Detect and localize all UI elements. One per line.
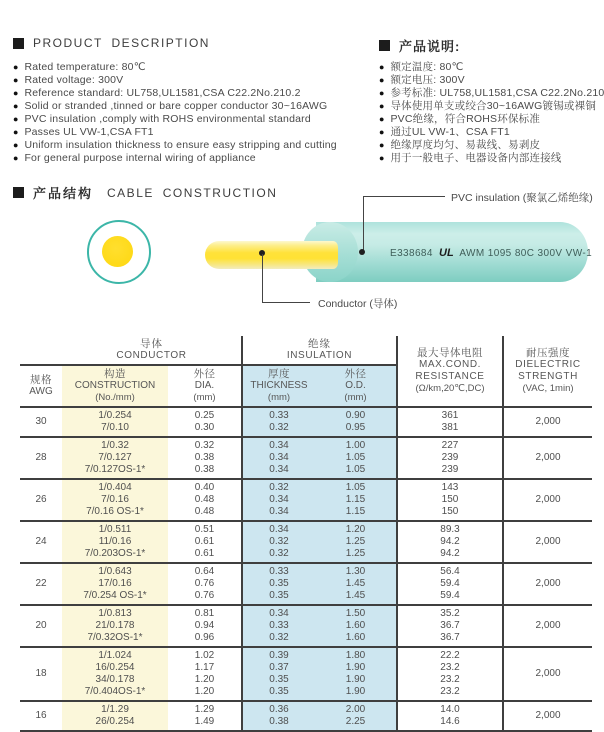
header-line: AWG xyxy=(29,386,53,397)
cell-line: 1.15 xyxy=(345,506,366,517)
cell-line: 34/0.178 xyxy=(95,674,135,685)
cell-dielectric: 2,000 xyxy=(503,605,592,647)
cell-line: 14.6 xyxy=(440,716,460,727)
cell-line: 0.48 xyxy=(194,506,215,517)
cell-construction xyxy=(62,479,168,521)
cell-line: 0.32 xyxy=(269,632,289,643)
cell-line: 0.38 xyxy=(194,452,215,463)
conductor-rod xyxy=(205,241,338,269)
cell-line: 0.76 xyxy=(194,578,215,589)
product-notes-title xyxy=(379,36,460,55)
section-marker-icon xyxy=(379,40,390,51)
cell-line: 0.37 xyxy=(269,662,289,673)
cell-line: 23.2 xyxy=(440,686,460,697)
list-item-text: 额定电压: 300V xyxy=(390,74,465,86)
list-item xyxy=(379,126,603,139)
cell-line: 0.38 xyxy=(269,716,289,727)
cell-line: 0.40 xyxy=(194,482,215,493)
cell-line: 150 xyxy=(441,506,459,517)
cell-line: 1/0.254 xyxy=(98,410,132,421)
cell-line: 0.32 xyxy=(269,548,289,559)
cell-line: 2.00 xyxy=(345,704,366,715)
cell-awg: 16 xyxy=(20,701,62,731)
insulation-label: PVC insulation (聚氯乙烯绝缘) xyxy=(451,192,593,204)
bullet-icon: ● xyxy=(379,75,385,85)
cell-construction xyxy=(62,563,168,605)
list-item-text: Solid or stranded ,tinned or bare copper conductor 30~16AWG xyxy=(24,100,328,112)
cell-line: 1.15 xyxy=(345,494,366,505)
cell-thickness xyxy=(242,521,315,563)
page-title: PRODUCT DESCRIPTION xyxy=(33,36,210,50)
table-row xyxy=(20,407,592,437)
cell-line: 1.45 xyxy=(345,590,366,601)
conductor-leader-line xyxy=(262,254,263,302)
cell-dia xyxy=(168,701,242,731)
header-line: 外径 xyxy=(193,368,216,380)
cell-thickness xyxy=(242,647,315,701)
cell-dielectric: 2,000 xyxy=(503,407,592,437)
cell-construction xyxy=(62,701,168,731)
cell-line: 0.30 xyxy=(194,422,215,433)
cell-line: 23.2 xyxy=(440,662,460,673)
cell-line: 35.2 xyxy=(440,608,460,619)
group-header-insulation xyxy=(242,336,397,365)
cell-dia xyxy=(168,407,242,437)
group-header-conductor xyxy=(62,336,242,365)
column-header-construction xyxy=(62,365,168,407)
cell-line: 1/0.404 xyxy=(98,482,132,493)
cell-line: 1.25 xyxy=(345,548,366,559)
cell-dia xyxy=(168,563,242,605)
cell-od xyxy=(315,701,397,731)
list-item-text: 绝缘厚度均匀、易裁线、易剥皮 xyxy=(390,139,541,151)
header-line: O.D. xyxy=(345,380,366,391)
cell-line: 36.7 xyxy=(440,620,460,631)
cell-line: 1.90 xyxy=(345,686,366,697)
cell-awg: 30 xyxy=(20,407,62,437)
cell-resistance xyxy=(397,701,503,731)
list-item-text: 通过UL VW-1、CSA FT1 xyxy=(390,126,510,138)
header-line: DIELECTRIC xyxy=(515,359,581,370)
cell-line: 0.76 xyxy=(194,590,215,601)
table-row xyxy=(20,563,592,605)
cell-line: 7/0.10 xyxy=(101,422,129,433)
column-header-thickness xyxy=(242,365,315,407)
cell-line: 1.80 xyxy=(345,650,366,661)
cell-od xyxy=(315,521,397,563)
cell-awg: 20 xyxy=(20,605,62,647)
header-line: (mm) xyxy=(267,392,291,403)
cell-line: 0.38 xyxy=(194,464,215,475)
bullet-icon: ● xyxy=(13,140,19,150)
list-item-text: Uniform insulation thickness to ensure easy stripping and cutting xyxy=(24,139,337,151)
cell-construction xyxy=(62,407,168,437)
list-item xyxy=(379,100,603,113)
cell-line: 239 xyxy=(441,464,459,475)
product-description-list xyxy=(13,61,378,165)
cell-line: 0.34 xyxy=(269,506,289,517)
list-item xyxy=(379,74,603,87)
table-row xyxy=(20,479,592,521)
cell-line: 0.81 xyxy=(194,608,215,619)
cell-line: 150 xyxy=(441,494,459,505)
list-item-text: Rated voltage: 300V xyxy=(24,74,124,86)
cell-line: 0.90 xyxy=(345,410,366,421)
list-item-text: Passes UL VW-1,CSA FT1 xyxy=(24,126,154,138)
cell-line: 227 xyxy=(441,440,459,451)
cell-thickness xyxy=(242,563,315,605)
cell-line: 0.33 xyxy=(269,410,289,421)
group-header-line: 绝缘 xyxy=(308,338,331,350)
cell-awg: 18 xyxy=(20,647,62,701)
cell-line: 1.17 xyxy=(194,662,215,673)
cell-thickness xyxy=(242,479,315,521)
column-header-resistance xyxy=(397,336,503,407)
cell-line: 94.2 xyxy=(440,536,460,547)
cross-section-conductor xyxy=(102,236,133,267)
list-item xyxy=(13,139,378,152)
header-line: (mm) xyxy=(193,392,216,403)
cell-dia xyxy=(168,647,242,701)
list-item-text: 用于一般电子、电器设备内部连接线 xyxy=(390,152,562,164)
cell-line: 0.61 xyxy=(194,536,215,547)
list-item xyxy=(379,61,603,74)
cell-line: 0.51 xyxy=(194,524,215,535)
cell-line: 1.29 xyxy=(194,704,215,715)
list-item-text: 导体使用单支或绞合30~16AWG镀锡或裸铜 xyxy=(390,100,597,112)
cell-od xyxy=(315,437,397,479)
cell-thickness xyxy=(242,701,315,731)
cell-construction xyxy=(62,605,168,647)
cell-dia xyxy=(168,521,242,563)
cell-line: 361 xyxy=(441,410,459,421)
cell-line: 22.2 xyxy=(440,650,460,661)
list-item xyxy=(379,139,603,152)
cell-line: 23.2 xyxy=(440,674,460,685)
cell-dia xyxy=(168,605,242,647)
construction-title-en: CABLE CONSTRUCTION xyxy=(107,185,278,200)
group-header-line: 导体 xyxy=(140,338,163,350)
product-description-title xyxy=(13,36,210,50)
construction-title-cn: 产品结构 xyxy=(33,186,94,201)
cell-line: 56.4 xyxy=(440,566,460,577)
cell-line: 0.96 xyxy=(194,632,215,643)
list-item xyxy=(13,152,378,165)
cell-line: 0.35 xyxy=(269,686,289,697)
cell-line: 0.64 xyxy=(194,566,215,577)
spec-table xyxy=(20,336,592,732)
conductor-label: Conductor (导体) xyxy=(318,298,398,310)
cell-od xyxy=(315,563,397,605)
cell-line: 7/0.32OS-1* xyxy=(87,632,143,643)
cell-resistance xyxy=(397,605,503,647)
product-notes-list xyxy=(379,61,603,165)
list-item-text: PVC insulation ,comply with ROHS environmental standard xyxy=(24,113,311,125)
cell-line: 1.02 xyxy=(194,650,215,661)
cell-line: 59.4 xyxy=(440,590,460,601)
cell-construction xyxy=(62,437,168,479)
group-header-blank xyxy=(20,336,62,365)
cell-line: 17/0.16 xyxy=(98,578,132,589)
cell-dielectric: 2,000 xyxy=(503,563,592,605)
cell-line: 21/0.178 xyxy=(95,620,135,631)
bullet-icon: ● xyxy=(379,140,385,150)
cell-line: 0.32 xyxy=(194,440,215,451)
cell-resistance xyxy=(397,479,503,521)
cell-line: 16/0.254 xyxy=(95,662,135,673)
table-group-header-row xyxy=(20,336,592,365)
cell-line: 143 xyxy=(441,482,459,493)
cell-line: 1.20 xyxy=(345,524,366,535)
list-item xyxy=(379,152,603,165)
cell-line: 1.45 xyxy=(345,578,366,589)
cell-line: 0.34 xyxy=(269,440,289,451)
cell-line: 1.60 xyxy=(345,620,366,631)
list-item-text: For general purpose internal wiring of appliance xyxy=(24,152,256,164)
list-item xyxy=(13,113,378,126)
cell-line: 1.05 xyxy=(345,464,366,475)
header-line: (Ω/km,20℃,DC) xyxy=(415,383,485,394)
cell-line: 1.00 xyxy=(345,440,366,451)
cell-line: 0.32 xyxy=(269,482,289,493)
cell-resistance xyxy=(397,437,503,479)
cell-line: 7/0.127 xyxy=(98,452,132,463)
cell-line: 14.0 xyxy=(440,704,460,715)
column-header-dia xyxy=(168,365,242,407)
insulation-point-dot xyxy=(359,249,365,255)
cell-line: 0.34 xyxy=(269,608,289,619)
group-header-line: INSULATION xyxy=(286,350,353,361)
list-item xyxy=(13,126,378,139)
cell-line: 7/0.254 OS-1* xyxy=(83,590,147,601)
cable-diagram xyxy=(0,180,603,330)
cable-marking xyxy=(390,247,592,259)
cell-line: 7/0.16 OS-1* xyxy=(86,506,144,517)
cell-line: 7/0.203OS-1* xyxy=(84,548,146,559)
conductor-leader-line xyxy=(262,302,310,303)
cell-line: 1.05 xyxy=(345,482,366,493)
cell-awg: 28 xyxy=(20,437,62,479)
list-item-text: Reference standard: UL758,UL1581,CSA C22.2No.210.2 xyxy=(24,87,301,99)
cell-line: 1.25 xyxy=(345,536,366,547)
section-marker-icon xyxy=(13,38,24,49)
cable-marking-text: AWM 1095 80C 300V VW-1 xyxy=(459,248,593,259)
list-item xyxy=(379,87,603,100)
bullet-icon: ● xyxy=(13,88,19,98)
cell-awg: 24 xyxy=(20,521,62,563)
header-line: 厚度 xyxy=(268,368,290,380)
page-title-cn: 产品说明: xyxy=(399,39,461,54)
cell-line: 1/0.813 xyxy=(98,608,132,619)
cell-od xyxy=(315,605,397,647)
header-line: MAX.COND. xyxy=(418,359,482,370)
column-header-awg xyxy=(20,365,62,407)
cell-line: 36.7 xyxy=(440,632,460,643)
cell-dielectric: 2,000 xyxy=(503,647,592,701)
header-line: THICKNESS xyxy=(250,380,308,391)
bullet-icon: ● xyxy=(379,88,385,98)
cell-line: 0.34 xyxy=(269,494,289,505)
bullet-icon: ● xyxy=(379,153,385,163)
cell-resistance xyxy=(397,647,503,701)
cell-line: 1/0.643 xyxy=(98,566,132,577)
cell-line: 0.94 xyxy=(194,620,215,631)
header-line: RESISTANCE xyxy=(415,371,485,382)
cell-line: 0.25 xyxy=(194,410,215,421)
bullet-icon: ● xyxy=(13,114,19,124)
list-item-text: 额定温度: 80℃ xyxy=(390,61,464,73)
cell-line: 1.20 xyxy=(194,686,215,697)
header-line: STRENGTH xyxy=(518,371,578,382)
cell-dielectric: 2,000 xyxy=(503,701,592,731)
cell-line: 11/0.16 xyxy=(98,536,132,547)
cell-line: 0.35 xyxy=(269,578,289,589)
cell-line: 0.36 xyxy=(269,704,289,715)
cell-line: 1/0.32 xyxy=(101,440,129,451)
cell-line: 1/1.29 xyxy=(101,704,129,715)
header-line: DIA. xyxy=(194,380,215,391)
list-item xyxy=(13,74,378,87)
bullet-icon: ● xyxy=(379,62,385,72)
cell-line: 1.50 xyxy=(345,608,366,619)
cell-line: 89.3 xyxy=(440,524,460,535)
bullet-icon: ● xyxy=(379,114,385,124)
cell-line: 381 xyxy=(441,422,459,433)
list-item-text: 参考标准: UL758,UL1581,CSA C22.2No.210 xyxy=(390,87,604,99)
cell-construction xyxy=(62,647,168,701)
cell-dielectric: 2,000 xyxy=(503,437,592,479)
cell-dielectric: 2,000 xyxy=(503,521,592,563)
cell-line: 94.2 xyxy=(440,548,460,559)
cell-line: 1.05 xyxy=(345,452,366,463)
header-line: 规格 xyxy=(30,374,52,386)
cell-line: 239 xyxy=(441,452,459,463)
bullet-icon: ● xyxy=(379,101,385,111)
cell-line: 0.34 xyxy=(269,464,289,475)
cell-line: 0.35 xyxy=(269,590,289,601)
cell-thickness xyxy=(242,437,315,479)
cell-line: 0.33 xyxy=(269,620,289,631)
bullet-icon: ● xyxy=(13,101,19,111)
cell-thickness xyxy=(242,605,315,647)
cell-line: 1.60 xyxy=(345,632,366,643)
cell-line: 0.33 xyxy=(269,566,289,577)
cell-line: 1.30 xyxy=(345,566,366,577)
cell-od xyxy=(315,407,397,437)
cell-resistance xyxy=(397,407,503,437)
table-row xyxy=(20,521,592,563)
cell-line: 7/0.127OS-1* xyxy=(84,464,146,475)
cell-line: 0.95 xyxy=(345,422,366,433)
header-line: 耐压强度 xyxy=(526,347,570,359)
cell-line: 1.90 xyxy=(345,662,366,673)
cell-resistance xyxy=(397,521,503,563)
cell-resistance xyxy=(397,563,503,605)
list-item-text: Rated temperature: 80℃ xyxy=(24,61,146,73)
header-line: CONSTRUCTION xyxy=(74,380,156,391)
cell-line: 7/0.404OS-1* xyxy=(84,686,146,697)
bullet-icon: ● xyxy=(13,75,19,85)
cell-line: 2.25 xyxy=(345,716,366,727)
cell-od xyxy=(315,479,397,521)
cell-construction xyxy=(62,521,168,563)
table-row xyxy=(20,701,592,731)
list-item xyxy=(13,61,378,74)
list-item xyxy=(379,113,603,126)
header-line: 最大导体电阻 xyxy=(417,347,483,359)
header-line: (No./mm) xyxy=(95,392,135,403)
ul-logo-icon: UL xyxy=(439,247,454,259)
cell-line: 7/0.16 xyxy=(101,494,129,505)
cell-line: 1.90 xyxy=(345,674,366,685)
list-item xyxy=(13,100,378,113)
cell-dia xyxy=(168,437,242,479)
cell-line: 0.34 xyxy=(269,452,289,463)
bullet-icon: ● xyxy=(13,62,19,72)
cell-line: 59.4 xyxy=(440,578,460,589)
bullet-icon: ● xyxy=(13,127,19,137)
cell-awg: 22 xyxy=(20,563,62,605)
header-line: (VAC, 1min) xyxy=(522,383,574,394)
cell-dia xyxy=(168,479,242,521)
cell-line: 0.34 xyxy=(269,524,289,535)
cell-line: 0.35 xyxy=(269,674,289,685)
table-row xyxy=(20,647,592,701)
header-line: 构造 xyxy=(104,368,126,380)
bullet-icon: ● xyxy=(13,153,19,163)
list-item xyxy=(13,87,378,100)
bullet-icon: ● xyxy=(379,127,385,137)
insulation-leader-line xyxy=(363,196,445,197)
table-row xyxy=(20,437,592,479)
cell-line: 0.32 xyxy=(269,422,289,433)
header-line: (mm) xyxy=(344,392,367,403)
table-row xyxy=(20,605,592,647)
cell-line: 26/0.254 xyxy=(95,716,135,727)
column-header-od xyxy=(315,365,397,407)
column-header-dielectric xyxy=(503,336,592,407)
group-header-line: CONDUCTOR xyxy=(116,350,187,361)
cell-line: 1/1.024 xyxy=(98,650,132,661)
cell-thickness xyxy=(242,407,315,437)
cell-line: 0.48 xyxy=(194,494,215,505)
cell-line: 1/0.511 xyxy=(98,524,132,535)
list-item-text: PVC绝缘，符合ROHS环保标准 xyxy=(390,113,541,125)
header-line: 外径 xyxy=(344,368,367,380)
cell-line: 1.20 xyxy=(194,674,215,685)
cell-awg: 26 xyxy=(20,479,62,521)
insulation-leader-line xyxy=(363,196,364,252)
cell-line: 0.61 xyxy=(194,548,215,559)
cell-dielectric: 2,000 xyxy=(503,479,592,521)
cell-line: 0.32 xyxy=(269,536,289,547)
cable-cert-number: E338684 xyxy=(390,248,433,259)
cell-od xyxy=(315,647,397,701)
cell-line: 0.39 xyxy=(269,650,289,661)
cell-line: 1.49 xyxy=(194,716,215,727)
